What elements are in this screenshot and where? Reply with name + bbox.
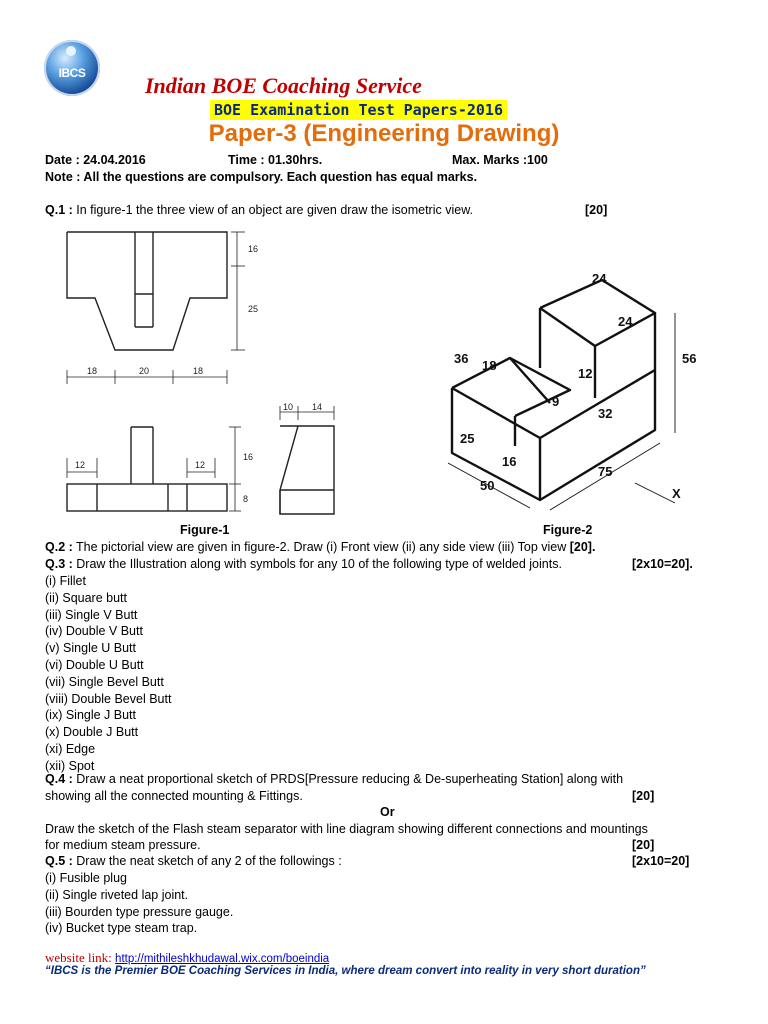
q3-marks: [2x10=20]. [632,557,693,571]
tagline: “IBCS is the Premier BOE Coaching Services in India, where dream convert into reality in very short duration” [45,965,646,977]
fig1-dim-12a: 12 [75,460,86,470]
fig2-dim-12: 12 [578,366,593,381]
fig2-dim-56: 56 [682,351,697,366]
q4-or: Or [380,805,395,819]
fig2-x-label: X [672,486,681,501]
q3-item: (viii) Double Bevel Butt [45,691,172,706]
q4-text-line2: showing all the connected mounting & Fittings. [45,789,303,803]
q5-item: (iv) Bucket type steam trap. [45,921,198,936]
website-link[interactable]: http://mithileshkhudawal.wix.com/boeindia [115,953,330,965]
q2-body: The pictorial view are given in figure-2. Draw (i) Front view (ii) any side view (iii) Top view [72,540,570,554]
q4-label: Q.4 : [45,772,73,786]
fig2-dim-24a: 24 [592,271,607,286]
figure-1-drawing [55,222,260,522]
exam-time: Time : 01.30hrs. [228,153,323,167]
fig1-dim-14: 14 [312,402,323,412]
fig1-dim-12b: 12 [195,460,206,470]
fig2-dim-36: 36 [454,351,469,366]
fig1-dim-16b: 16 [243,452,254,462]
q4-alt-line1: Draw the sketch of the Flash steam separator with line diagram showing different connections and mountings [45,822,648,836]
q5-label: Q.5 : [45,854,73,868]
q4-marks: [20] [632,789,655,803]
q3-body: Draw the Illustration along with symbols for any 10 of the following type of welded joints. [72,557,562,571]
q4-body: Draw a neat proportional sketch of PRDS[Pressure reducing & De-superheating Station] along with [72,772,624,786]
q3-item: (x) Double J Butt [45,725,139,740]
q5-item: (i) Fusible plug [45,871,127,885]
q2-label: Q.2 : [45,540,73,554]
q3-item: (vi) Double U Butt [45,657,144,672]
q3-item: (iv) Double V Butt [45,624,143,639]
q5-item: (ii) Single riveted lap joint. [45,887,189,902]
max-marks: Max. Marks :100 [452,153,548,167]
q3-item: (v) Single U Butt [45,641,137,656]
q5-marks: [2x10=20] [632,854,690,868]
q4-alt-line2: for medium steam pressure. [45,838,201,852]
q2-marks: [20]. [569,540,596,554]
q3-item: (i) Fillet [45,574,86,588]
fig1-dim-10: 10 [283,402,294,412]
fig2-dim-16: 16 [502,454,517,469]
fig2-dim-25: 25 [460,431,475,446]
exam-date: Date : 24.04.2016 [45,153,146,167]
q1-body: In figure-1 the three view of an object are given draw the isometric view. [72,203,473,217]
q3-item: (xi) Edge [45,741,96,756]
figure-1-side-view [268,400,358,520]
fig1-dim-25: 25 [248,304,259,314]
fig2-dim-18: 18 [482,358,497,373]
org-name: Indian BOE Coaching Service [145,73,422,98]
q1-label: Q.1 : [45,203,73,217]
figure-2-caption: Figure-2 [543,523,593,537]
fig2-dim-32: 32 [598,406,613,421]
q1-text [45,202,473,219]
logo-text: IBCS [58,66,86,80]
q3-item: (xii) Spot [45,758,95,773]
q5-text [45,853,342,870]
q3-list [45,573,171,775]
fig1-dim-18a: 18 [87,366,98,376]
q3-item: (vii) Single Bevel Butt [45,674,164,689]
fig2-dim-24b: 24 [618,314,633,329]
q3-label: Q.3 : [45,557,73,571]
fig1-dim-18b: 18 [193,366,204,376]
q3-item: (iii) Single V Butt [45,607,138,622]
exam-subtitle: BOE Examination Test Papers-2016 [210,100,507,120]
fig2-dim-9: 9 [552,394,560,409]
figure-2-drawing [420,258,720,520]
q3-item: (ii) Square butt [45,590,127,605]
fig1-dim-20: 20 [139,366,150,376]
fig1-dim-16: 16 [248,244,259,254]
q3-text [45,556,562,573]
paper-title: Paper-3 (Engineering Drawing) [208,120,560,147]
figure-1-caption: Figure-1 [180,523,230,537]
q5-item: (iii) Bourden type pressure gauge. [45,904,234,919]
q4-alt-marks: [20] [632,838,655,852]
q5-body: Draw the neat sketch of any 2 of the followings : [72,854,342,868]
q3-item: (ix) Single J Butt [45,708,137,723]
q2-text [45,539,595,556]
website-label: website link: [45,950,116,965]
fig1-dim-8: 8 [243,494,249,504]
logo-dot-icon [66,46,76,56]
exam-note: Note : All the questions are compulsory. Each question has equal marks. [45,170,478,184]
fig2-dim-50: 50 [480,478,495,493]
q1-marks: [20] [585,203,608,217]
q4-text [45,771,623,788]
q5-list [45,870,233,937]
fig2-dim-75: 75 [598,464,613,479]
website-line [45,950,329,966]
